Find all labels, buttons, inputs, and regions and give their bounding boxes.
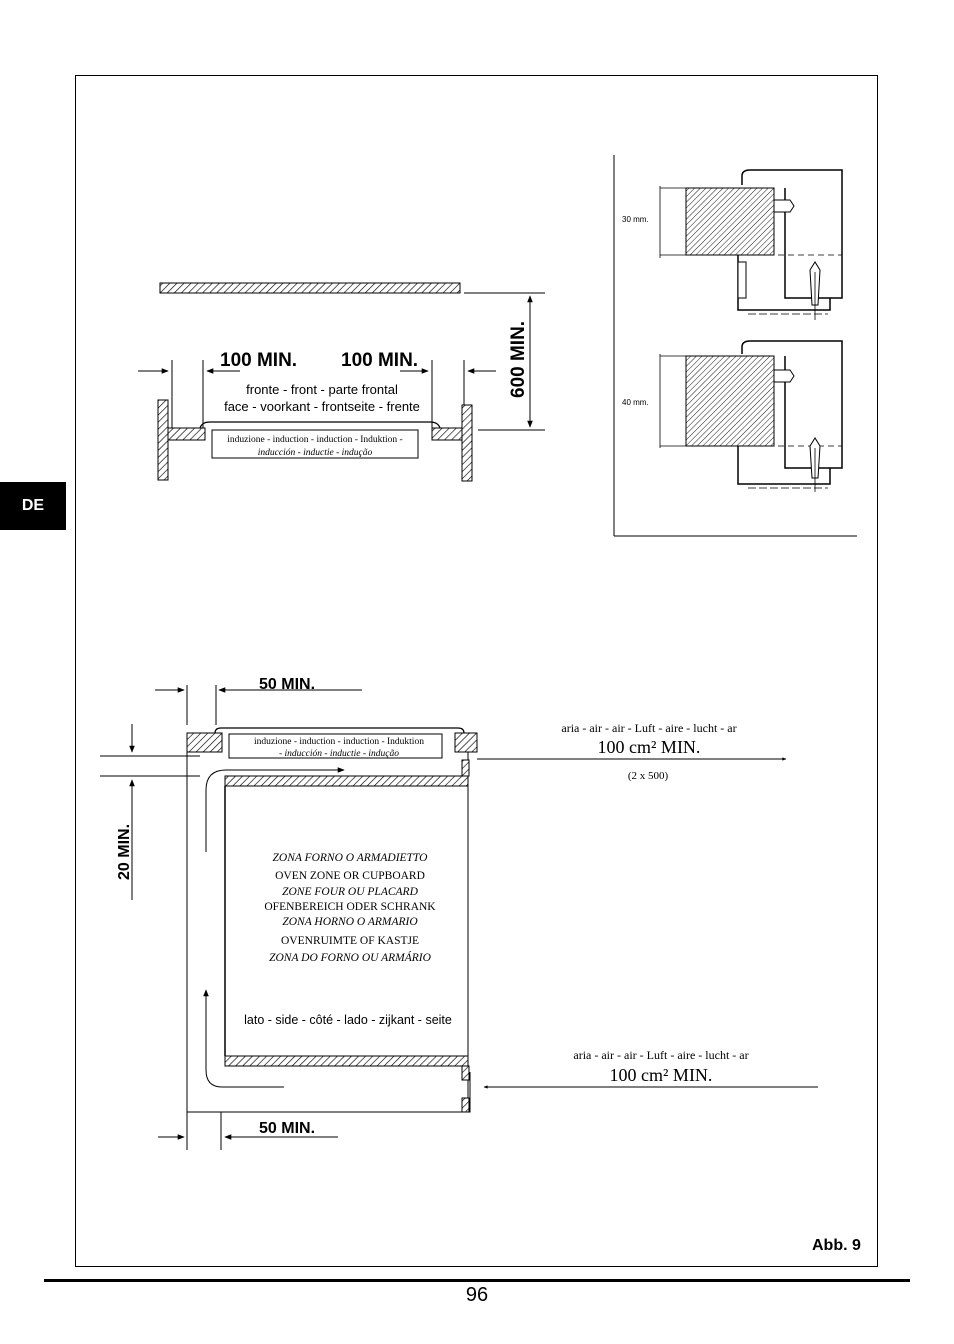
right-cabinet-wall [462,405,472,481]
side-clearance-label: 20 MIN. [116,823,133,880]
side-label: lato - side - côté - lado - zijkant - seite [244,1013,452,1027]
zone-line-5: ZONA HORNO O ARMARIO [282,916,418,928]
air-top-label: aria - air - air - Luft - aire - lucht - ar [561,721,737,735]
zone-line-4: OFENBEREICH ODER SCHRANK [264,901,436,913]
front-label-line1: fronte - front - parte frontal [246,382,398,397]
worktop-section-diagram [614,155,857,536]
upper-shelf [160,283,460,293]
top-view-diagram [138,283,545,481]
page-number: 96 [465,1284,489,1306]
zone-line-3: ZONE FOUR OU PLACARD [282,886,418,898]
zone-line-7: ZONA DO FORNO OU ARMÁRIO [269,952,431,964]
air-bottom-label: aria - air - air - Luft - aire - lucht - ar [573,1048,749,1062]
language-tab: DE [0,482,66,530]
clearance-left-label: 100 MIN. [220,350,298,371]
clearance-height-label: 600 MIN. [508,320,529,398]
thickness-30-label: 30 mm. [622,215,649,224]
bottom-clearance-label: 50 MIN. [259,1120,316,1137]
zone-line-6: OVENRUIMTE OF KASTJE [281,935,419,947]
figure-label: Abb. 9 [812,1237,861,1254]
side-view-ventilation-diagram [100,676,818,1150]
clearance-right-label: 100 MIN. [341,350,419,371]
top-clearance-label: 50 MIN. [259,676,316,693]
air-top-note: (2 x 500) [627,770,669,782]
thickness-40-label: 40 mm. [622,398,649,407]
air-top-value: 100 cm² MIN. [597,737,701,757]
induction-side-line2: - inducción - inductie - indução [278,749,400,759]
induction-label-line2: inducción - inductie - indução [257,448,373,458]
induction-side-line1: induzione - induction - induction - Induktion [254,737,424,747]
air-bottom-value: 100 cm² MIN. [609,1065,713,1085]
front-label-line2: face - voorkant - frontseite - frente [224,399,420,414]
zone-line-1: ZONA FORNO O ARMADIETTO [272,852,428,864]
zone-line-2: OVEN ZONE OR CUPBOARD [275,870,425,882]
left-cabinet-wall [158,400,168,480]
induction-label-line1: induzione - induction - induction - Induktion - [227,435,403,445]
footer-rule [44,1279,910,1282]
